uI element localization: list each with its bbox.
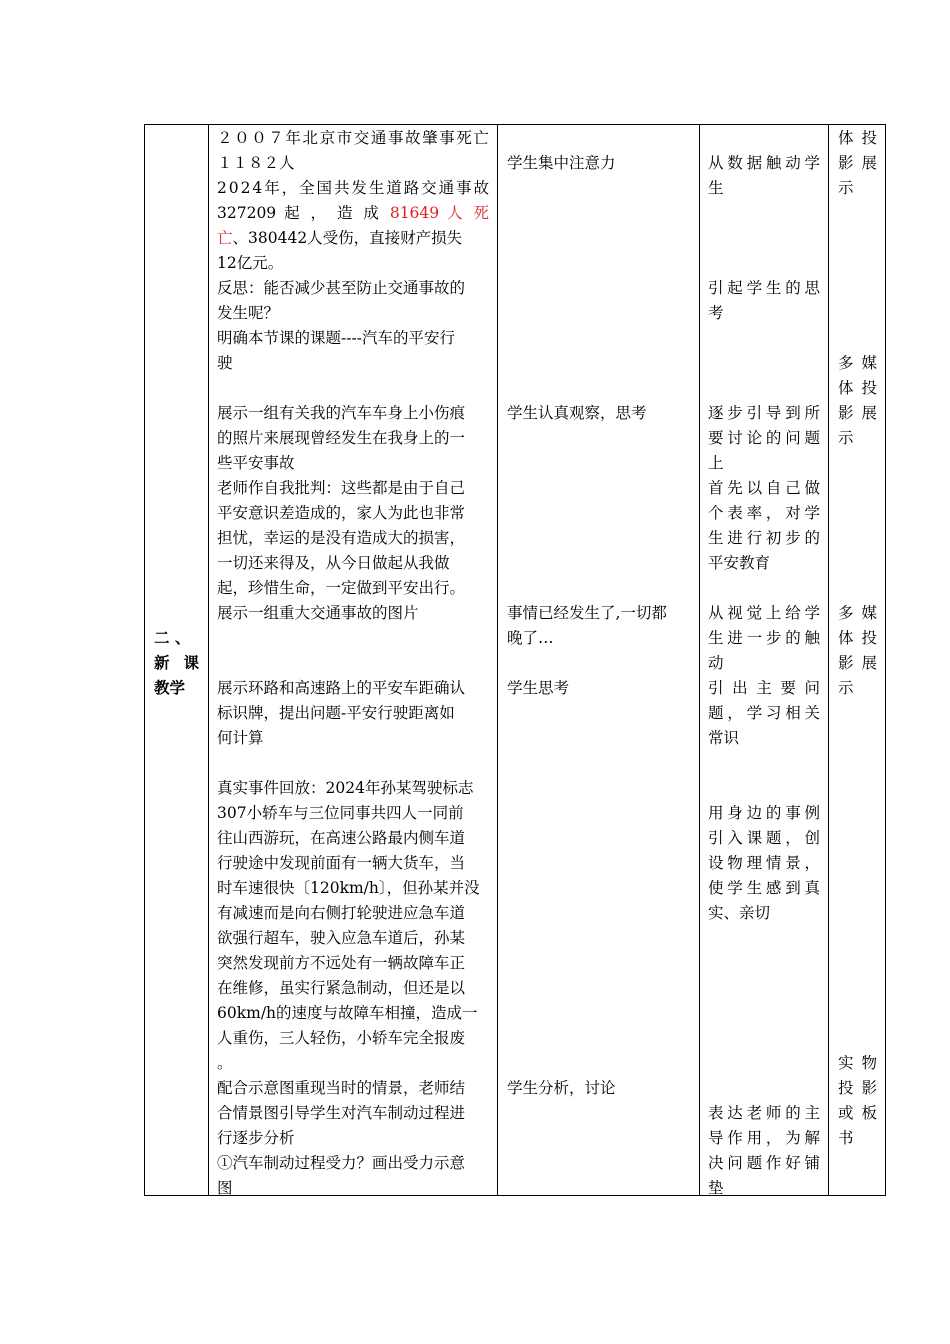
- text-line: 行驶途中发现前面有一辆大货车，当: [217, 854, 466, 872]
- text-line: 示: [838, 179, 854, 197]
- text-char: 进: [727, 629, 743, 647]
- text-line: 平安意识差造成的，家人为此也非常: [217, 504, 466, 522]
- text-char: 展: [861, 404, 877, 422]
- text-line: 平安教育: [708, 554, 771, 572]
- text-char: 作: [765, 1154, 782, 1172]
- text-char: 己: [785, 479, 801, 497]
- text-char: ，: [804, 854, 820, 872]
- text-char: 用: [746, 1129, 763, 1147]
- text-char: 题: [765, 829, 782, 847]
- text-line: 老师作自我批判：这些都是由于自己: [217, 479, 466, 497]
- text-line: 一切还来得及，从今日做起从我做: [217, 554, 450, 572]
- text-char: 入: [727, 829, 743, 847]
- text-char: 触: [804, 629, 820, 647]
- text-line: 学生认真观察，思考: [507, 404, 647, 422]
- text-char: 步: [765, 629, 782, 647]
- text-char: 展: [861, 654, 877, 672]
- text-line: [838, 151, 877, 176]
- text-char: 国: [316, 179, 333, 197]
- text-char: 的: [785, 629, 801, 647]
- text-char: 率: [746, 504, 763, 522]
- text-line: 示: [838, 679, 854, 697]
- text-char: 生: [708, 529, 724, 547]
- text-char: 体: [838, 129, 854, 147]
- text-line: 突然发现前方不远处有一辆故障车正: [217, 954, 466, 972]
- lesson-plan-table: [144, 124, 886, 1196]
- text-line: １１８２人: [217, 154, 295, 172]
- text-line: [838, 1051, 877, 1076]
- text-line: 往山西游玩，在高速公路最内侧车道: [217, 829, 466, 847]
- column-divider: [699, 125, 700, 1195]
- column-divider: [497, 125, 498, 1195]
- text-line: 欲强行超车，驶入应急车道后，孙某: [217, 929, 466, 947]
- text-line: [838, 351, 877, 376]
- text-char: 课: [746, 829, 763, 847]
- text-line: [838, 1076, 877, 1101]
- text-line: 反思：能否减少甚至防止交通事故的: [217, 279, 466, 297]
- text-char: 讨: [727, 429, 743, 447]
- text-char: 步: [785, 529, 801, 547]
- text-char: 主: [804, 1104, 820, 1122]
- text-char: 事: [387, 129, 404, 147]
- text-char: 行: [746, 529, 763, 547]
- text-char: 使: [708, 879, 724, 897]
- text-char: 生: [746, 879, 763, 897]
- text-char: 的: [765, 804, 782, 822]
- text-char: 生: [708, 629, 724, 647]
- section-label-line-2: [154, 650, 199, 675]
- text-line: [708, 876, 820, 901]
- text-char: 故: [405, 129, 421, 147]
- text-char: 影: [838, 154, 854, 172]
- text-char: 引: [708, 679, 724, 697]
- text-line: 示: [838, 429, 854, 447]
- text-char: 一: [746, 629, 763, 647]
- text-line: 在维修，虽实行紧急制动，但还是以: [217, 979, 466, 997]
- text-char: 生: [765, 279, 782, 297]
- text-char: 2: [240, 179, 251, 197]
- text-char: 对: [785, 504, 801, 522]
- text-char: 表: [727, 504, 743, 522]
- text-line: 事情已经发生了,一切都: [507, 604, 667, 622]
- text-char: 生: [368, 179, 385, 197]
- text-line: [838, 126, 877, 151]
- text-char: ０: [251, 129, 267, 147]
- text-char: 通: [370, 129, 387, 147]
- text-line: [708, 401, 820, 426]
- text-line: 307小轿车与三位同事共四人一同前: [217, 804, 464, 822]
- text-line: [708, 426, 820, 451]
- text-line: 上: [708, 454, 724, 472]
- text-char: 0: [228, 179, 239, 197]
- text-char: 多: [838, 604, 854, 622]
- text-char: 关: [804, 704, 820, 722]
- text-char: 师: [765, 1104, 782, 1122]
- text-char: 学: [804, 504, 820, 522]
- text-char: 例: [804, 804, 820, 822]
- text-line: 标识牌，提出问题-平安行驶距离如: [217, 704, 455, 722]
- text-char: ０: [234, 129, 250, 147]
- text-line: 明确本节课的课题----汽车的平安行: [217, 329, 455, 347]
- text-char: 道: [386, 179, 402, 197]
- text-line: 学生思考: [507, 679, 570, 697]
- text-char: 主: [756, 679, 772, 697]
- text-line: 行逐步分析: [217, 1129, 295, 1147]
- text-line: 时车速很快〔120km/h〕，但孙某并没: [217, 879, 480, 897]
- text-line: [708, 1151, 820, 1176]
- text-char: 据: [746, 154, 763, 172]
- text-char: 自: [765, 479, 782, 497]
- text-char: 情: [765, 854, 782, 872]
- text-char: 表: [708, 1104, 724, 1122]
- text-char: 题: [708, 704, 724, 722]
- text-char: 引: [708, 279, 724, 297]
- text-line: [708, 676, 820, 701]
- text-char: ７: [268, 129, 284, 147]
- text-char: 物: [727, 854, 743, 872]
- text-char: 2: [217, 179, 227, 197]
- text-char: 引: [746, 404, 763, 422]
- text-char: 年: [264, 179, 280, 197]
- text-char: 进: [727, 529, 743, 547]
- text-line: [708, 601, 820, 626]
- text-line: 展示一组重大交通事故的图片: [217, 604, 419, 622]
- text-char: 体: [838, 629, 854, 647]
- text-char: 通: [438, 179, 455, 197]
- text-char: 影: [838, 654, 854, 672]
- text-line: 有减速而是向右侧打轮驶进应急车道: [217, 904, 466, 922]
- text-char: 投: [861, 129, 877, 147]
- text-line: 何计算: [217, 729, 264, 747]
- text-char: 投: [861, 379, 877, 397]
- text-char: 决: [708, 1154, 724, 1172]
- text-char: 设: [708, 854, 724, 872]
- text-char: 作: [727, 1129, 743, 1147]
- text-line: [708, 476, 820, 501]
- text-char: 题: [804, 429, 820, 447]
- text-line: 些平安事故: [217, 454, 295, 472]
- text-char: 物: [861, 1054, 877, 1072]
- text-char: ２: [217, 129, 233, 147]
- text-char: 动: [785, 154, 801, 172]
- text-line: [217, 201, 489, 226]
- text-char: 路: [403, 179, 420, 197]
- text-line: [838, 401, 877, 426]
- text-line: [708, 701, 820, 726]
- text-char: 数: [727, 154, 743, 172]
- section-label-line-3: 教学: [154, 678, 186, 697]
- text-line: [708, 851, 820, 876]
- text-line: 实、亲切: [708, 904, 771, 922]
- text-char: 投: [861, 629, 877, 647]
- text-char: 亡: [473, 129, 489, 147]
- text-char: 达: [727, 1104, 743, 1122]
- text-line: [217, 226, 462, 251]
- text-char: 投: [838, 1079, 854, 1097]
- text-char: 问: [785, 429, 801, 447]
- text-char: 共: [333, 179, 350, 197]
- text-char: 上: [765, 604, 782, 622]
- text-char: 事: [456, 179, 472, 197]
- text-char: 导: [765, 404, 782, 422]
- text-line: [838, 626, 877, 651]
- text-char: 好: [785, 1154, 801, 1172]
- text-char: 事: [785, 804, 801, 822]
- text-char: 用: [708, 804, 724, 822]
- text-char: 体: [838, 379, 854, 397]
- text-char: 创: [804, 829, 820, 847]
- text-char: 发: [351, 179, 367, 197]
- text-char: 首: [708, 479, 724, 497]
- text-line: [838, 601, 877, 626]
- text-char: 板: [861, 1104, 877, 1122]
- text-char: 步: [727, 404, 743, 422]
- text-line: [708, 501, 820, 526]
- text-char: 题: [746, 1154, 763, 1172]
- text-char: 的: [765, 429, 782, 447]
- text-char: 到: [785, 879, 801, 897]
- text-line: 常识: [708, 729, 740, 747]
- text-char: 真: [804, 879, 820, 897]
- text-char: 展: [861, 154, 877, 172]
- text-line: 合情景图引导学生对汽车制动过程进: [217, 1104, 466, 1122]
- text-line: 书: [838, 1129, 854, 1147]
- text-line: [217, 126, 489, 151]
- text-line: 担忧，幸运的是没有造成大的损害，: [217, 529, 466, 547]
- text-char: 京: [319, 129, 336, 147]
- text-char: ，: [765, 504, 782, 522]
- text-char: 起: [727, 279, 743, 297]
- text-line: [708, 526, 820, 551]
- text-line: [708, 626, 820, 651]
- text-char: 为: [785, 1129, 801, 1147]
- text-char: 先: [727, 479, 743, 497]
- text-char: 出: [732, 679, 748, 697]
- text-char: 学: [804, 154, 820, 172]
- text-char: 导: [708, 1129, 724, 1147]
- text-char: 4: [252, 179, 263, 197]
- text-line: 展示一组有关我的汽车车身上小伤痕: [217, 404, 466, 422]
- text-char: 边: [746, 804, 763, 822]
- text-char: 影: [838, 404, 854, 422]
- text-char: 景: [785, 854, 801, 872]
- text-char: 理: [746, 854, 763, 872]
- text-line: ①汽车制动过程受力？画出受力示意: [217, 1154, 466, 1172]
- text-line: 垫: [708, 1179, 724, 1197]
- text-char: ，: [727, 704, 743, 722]
- text-char: 媒: [861, 354, 877, 372]
- text-line: [838, 1101, 877, 1126]
- text-char: ，: [281, 179, 298, 197]
- text-char: 死: [456, 129, 472, 147]
- text-char: 解: [804, 1129, 820, 1147]
- text-char: 逐: [708, 404, 724, 422]
- text-char: 肇: [422, 129, 438, 147]
- text-line: [217, 176, 489, 201]
- text-line: 学生集中注意力: [507, 154, 616, 172]
- text-char: 铺: [804, 1154, 820, 1172]
- text-char: 觉: [746, 604, 763, 622]
- section-label-char: 新: [154, 653, 170, 672]
- text-char: 要: [708, 429, 724, 447]
- text-char: 或: [838, 1104, 854, 1122]
- text-char: 感: [765, 879, 782, 897]
- text-line: [708, 276, 820, 301]
- text-line: 晚了…: [507, 629, 554, 647]
- text-char: 论: [746, 429, 763, 447]
- column-divider: [828, 125, 829, 1195]
- text-char: 老: [746, 1104, 763, 1122]
- text-char: 的: [804, 529, 820, 547]
- text-line: 图: [217, 1179, 233, 1197]
- text-line: 60km/h的速度与故障车相撞，造成一: [217, 1004, 478, 1022]
- text-char: 的: [785, 1104, 801, 1122]
- text-line: 生: [708, 179, 724, 197]
- text-line: [708, 801, 820, 826]
- text-line: 配合示意图重现当时的情景，老师结: [217, 1079, 466, 1097]
- text-char: 引: [708, 829, 724, 847]
- text-char: 事: [439, 129, 455, 147]
- text-char: 学: [746, 279, 763, 297]
- text-line: [838, 376, 877, 401]
- text-char: 多: [838, 354, 854, 372]
- text-char: 习: [765, 704, 782, 722]
- text-char: 身: [727, 804, 743, 822]
- text-char: 做: [804, 479, 820, 497]
- text-char: 所: [804, 404, 820, 422]
- text-char: 触: [765, 154, 782, 172]
- text-line: 发生呢？: [217, 304, 280, 322]
- text-char: 的: [785, 279, 801, 297]
- highlight-text: 亡: [217, 229, 233, 247]
- text-char: ，: [785, 829, 801, 847]
- text-line: 动: [708, 654, 724, 672]
- highlight-text: 81649 人 死: [389, 204, 489, 222]
- text-char: 影: [861, 1079, 877, 1097]
- text-char: 故: [473, 179, 489, 197]
- text-line: 起，珍惜生命，一定做到平安出行。: [217, 579, 466, 597]
- text-char: 全: [299, 179, 315, 197]
- text-char: 学: [727, 879, 743, 897]
- text-line: [708, 1126, 820, 1151]
- text-char: 交: [353, 129, 370, 147]
- column-divider: [208, 125, 209, 1195]
- text-char: 学: [746, 704, 763, 722]
- text-char: 媒: [861, 604, 877, 622]
- text-char: 问: [727, 1154, 743, 1172]
- text-char: 北: [302, 129, 318, 147]
- text-line: 12亿元。: [217, 254, 284, 272]
- text-line: [708, 1101, 820, 1126]
- text-char: 相: [785, 704, 801, 722]
- section-label-char: 课: [183, 653, 199, 672]
- text-char: 学: [804, 604, 820, 622]
- text-line: 。: [217, 1054, 233, 1072]
- text-line: 学生分析，讨论: [507, 1079, 616, 1097]
- text-char: 给: [785, 604, 801, 622]
- text-line: 人重伤，三人轻伤，小轿车完全报废: [217, 1029, 466, 1047]
- text-char: ，: [765, 1129, 782, 1147]
- text-line: 考: [708, 304, 724, 322]
- text-char: 初: [765, 529, 782, 547]
- text-line: 真实事件回放：2024年孙某驾驶标志: [217, 779, 474, 797]
- text-char: 交: [421, 179, 437, 197]
- section-label-line-1: 二 、: [154, 628, 191, 647]
- text-line: 的照片来展现曾经发生在我身上的一: [217, 429, 466, 447]
- text-char: 视: [727, 604, 743, 622]
- text-char: 以: [746, 479, 763, 497]
- text-line: 展示环路和高速路上的平安车距确认: [217, 679, 466, 697]
- text-char: 从: [708, 154, 724, 172]
- text-line: 驶: [217, 354, 233, 372]
- text-char: 实: [838, 1054, 854, 1072]
- text-char: 从: [708, 604, 724, 622]
- text-char: 要: [780, 679, 796, 697]
- text-line: [708, 151, 820, 176]
- text-char: 思: [804, 279, 820, 297]
- text-span: 、380442人受伤，直接财产损失: [232, 229, 463, 247]
- text-char: 市: [336, 129, 353, 147]
- text-char: 个: [708, 504, 724, 522]
- text-char: 到: [785, 404, 801, 422]
- text-char: 问: [804, 679, 820, 697]
- text-char: 年: [285, 129, 301, 147]
- text-line: [708, 826, 820, 851]
- text-span: 327209 起 ， 造 成: [217, 204, 390, 222]
- text-line: [838, 651, 877, 676]
